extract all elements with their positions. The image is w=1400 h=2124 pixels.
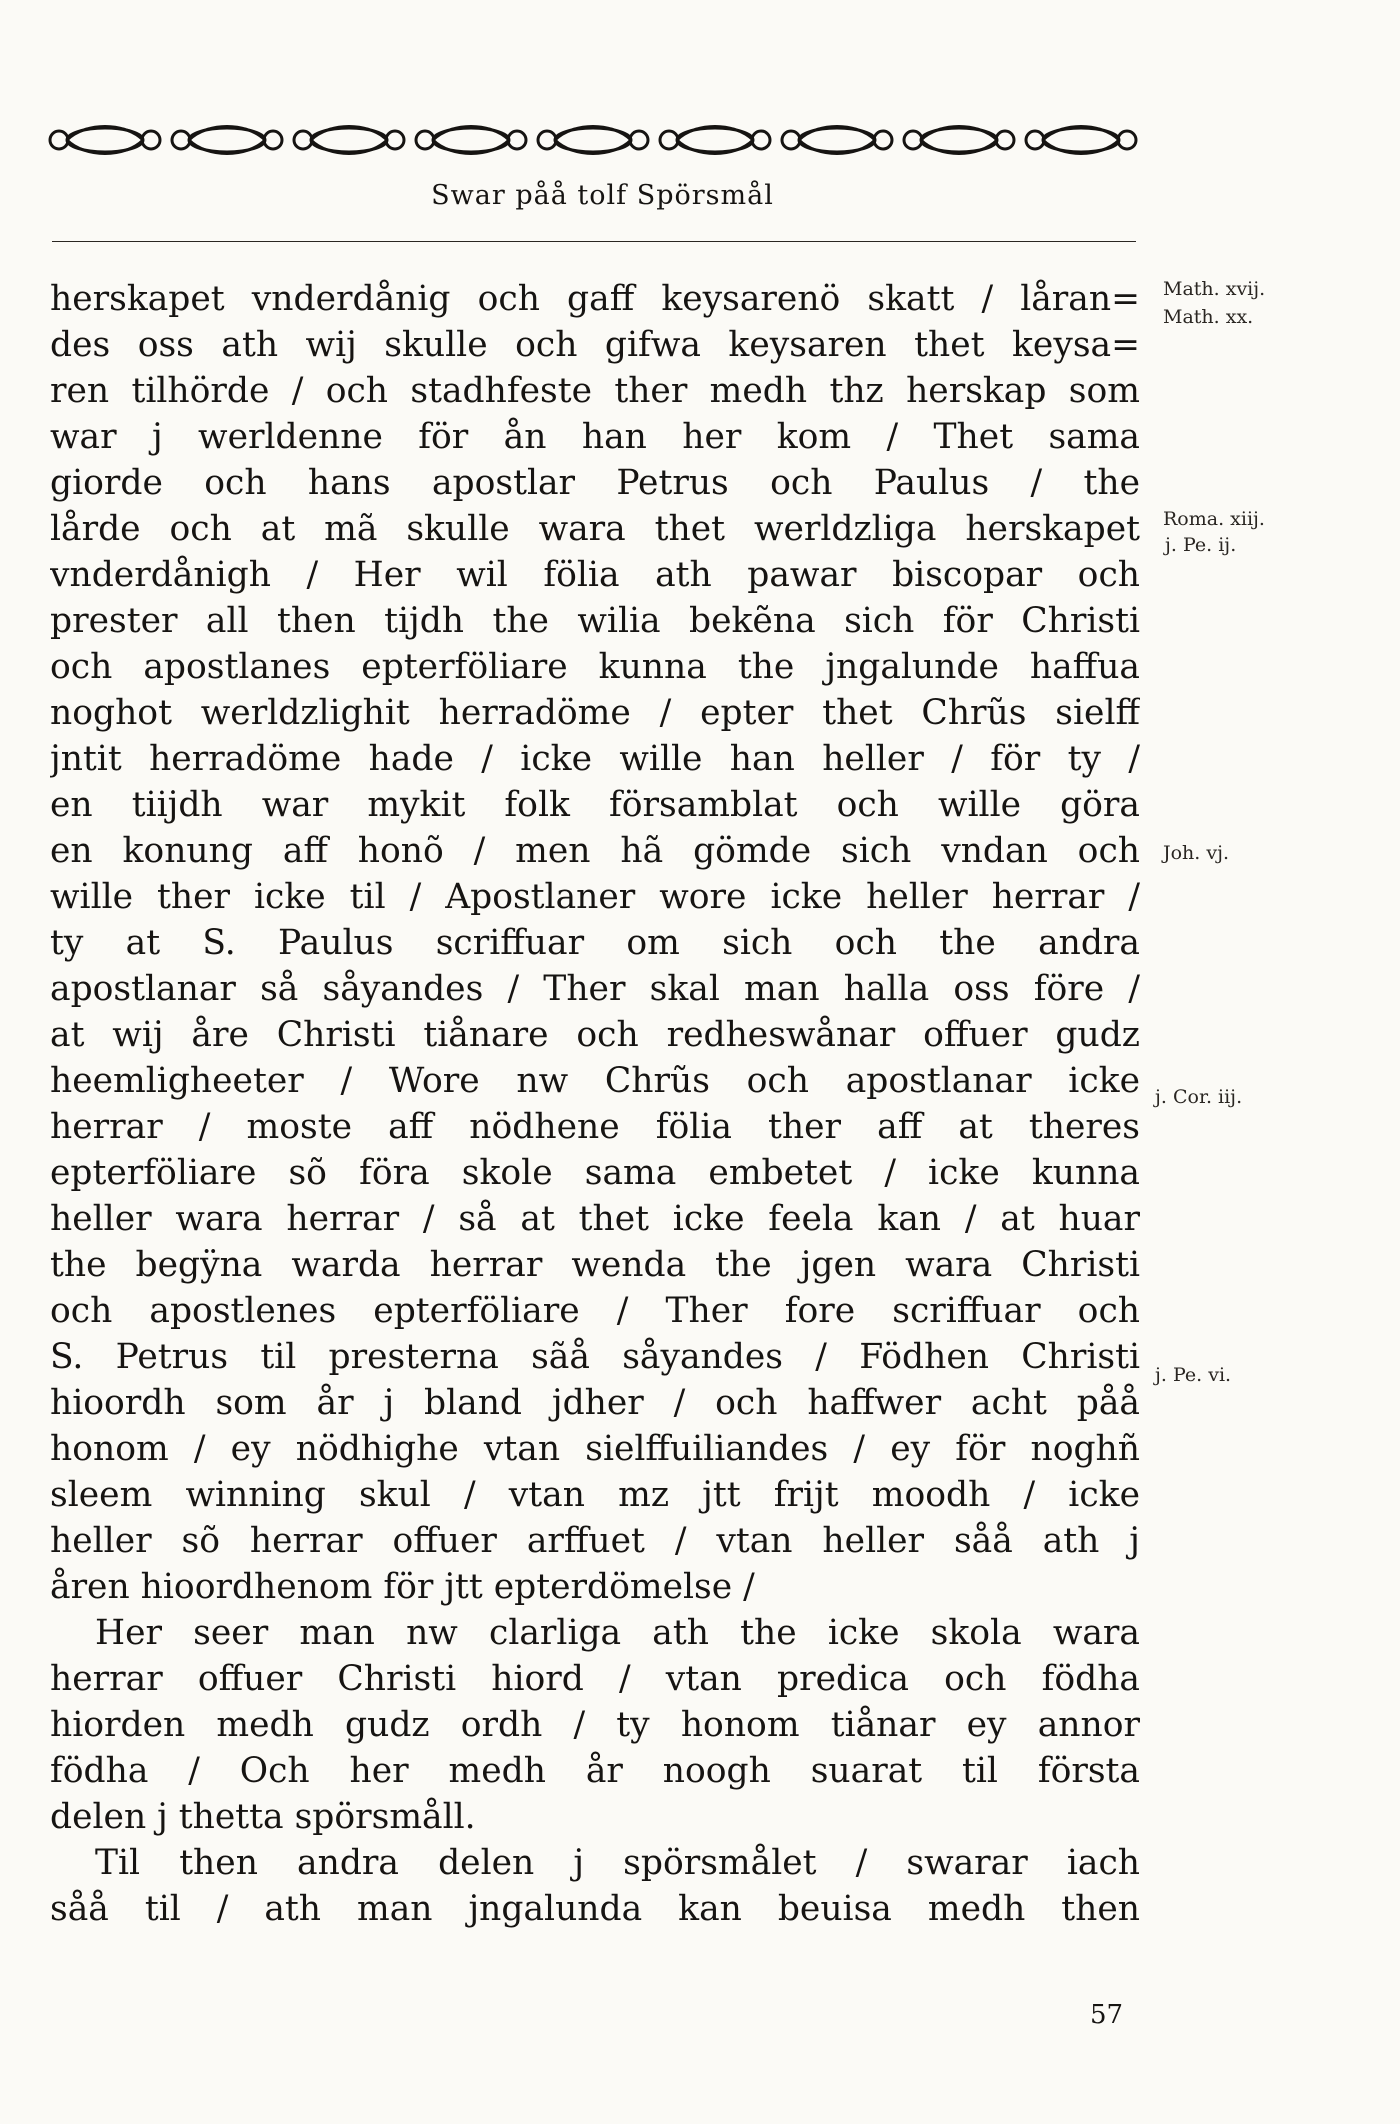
margin-note: j. Pe. vi. [1155, 1364, 1232, 1386]
margin-note: Joh. vj. [1163, 842, 1230, 864]
text-line: och apostlenes epterföliare / Ther fore scriffuar och [50, 1291, 1140, 1331]
text-line: vnderdånigh / Her wil fölia ath pawar biscopar och [50, 555, 1140, 595]
page-number: 57 [1090, 2000, 1124, 2030]
text-line: epterföliare sõ föra skole sama embetet / icke kunna [50, 1153, 1140, 1193]
margin-note: Roma. xiij. [1163, 508, 1265, 530]
text-line: des oss ath wij skulle och gifwa keysaren thet keysa= [50, 325, 1140, 365]
header-rule [52, 241, 1136, 242]
margin-note: j. Pe. ij. [1165, 534, 1237, 556]
text-line: war j werldenne för ån han her kom / Thet sama [50, 417, 1140, 457]
text-line: apostlanar så såyandes / Ther skal man halla oss före / [50, 969, 1140, 1009]
text-line: åren hioordhenom för jtt epterdömelse / [50, 1567, 755, 1607]
text-line: sleem winning skul / vtan mz jtt frijt moodh / icke [50, 1475, 1140, 1515]
margin-note: j. Cor. iij. [1155, 1086, 1243, 1108]
text-line: Til then andra delen j spörsmålet / swarar iach [95, 1843, 1140, 1883]
text-line: S. Petrus til presterna sãå såyandes / Födhen Christi [50, 1337, 1140, 1377]
text-line: ren tilhörde / och stadhfeste ther medh thz herskap som [50, 371, 1140, 411]
text-line: heller wara herrar / så at thet icke feela kan / at huar [50, 1199, 1140, 1239]
text-line: herrar / moste aff nödhene fölia ther aff at theres [50, 1107, 1140, 1147]
text-line: hioordh som år j bland jdher / och haffwer acht påå [50, 1383, 1140, 1423]
text-line: och apostlanes epterföliare kunna the jngalunde haffua [50, 647, 1140, 687]
text-line: jntit herradöme hade / icke wille han heller / för ty / [50, 739, 1140, 779]
text-line: lårde och at mã skulle wara thet werldzliga herskapet [50, 509, 1140, 549]
text-line: the begÿna warda herrar wenda the jgen wara Christi [50, 1245, 1140, 1285]
text-line: prester all then tijdh the wilia bekẽna sich för Christi [50, 601, 1140, 641]
body-text [50, 276, 1140, 1932]
text-line: herskapet vnderdånig och gaff keysarenö skatt / låran= [50, 279, 1140, 319]
text-line: en konung aff honõ / men hã gömde sich vndan och [50, 831, 1140, 871]
text-line: noghot werldzlighit herradöme / epter thet Chrũs sielff [50, 693, 1140, 733]
text-line: wille ther icke til / Apostlaner wore icke heller herrar / [50, 877, 1140, 917]
text-line: at wij åre Christi tiånare och redheswånar offuer gudz [50, 1015, 1140, 1055]
margin-note: Math. xx. [1163, 306, 1254, 328]
text-line: hiorden medh gudz ordh / ty honom tiånar ey annor [50, 1705, 1140, 1745]
margin-note: Math. xvij. [1163, 278, 1266, 300]
text-line: ty at S. Paulus scriffuar om sich och the andra [50, 923, 1140, 963]
text-line: delen j thetta spörsmåll. [50, 1797, 476, 1837]
text-line: Her seer man nw clarliga ath the icke skola wara [95, 1613, 1140, 1653]
text-line: honom / ey nödhighe vtan sielffuiliandes / ey för noghñ [50, 1429, 1140, 1469]
header-ornament [45, 118, 1145, 162]
text-line: giorde och hans apostlar Petrus och Paulus / the [50, 463, 1140, 503]
text-line: herrar offuer Christi hiord / vtan predica och födha [50, 1659, 1140, 1699]
text-line: såå til / ath man jngalunda kan beuisa medh then [50, 1889, 1140, 1929]
running-head: Swar påå tolf Spörsmål [431, 180, 774, 211]
text-line: födha / Och her medh år noogh suarat til första [50, 1751, 1140, 1791]
text-line: heller sõ herrar offuer arffuet / vtan heller såå ath j [50, 1521, 1140, 1561]
text-line: heemligheeter / Wore nw Chrũs och apostlanar icke [50, 1061, 1140, 1101]
text-line: en tiijdh war mykit folk församblat och wille göra [50, 785, 1140, 825]
